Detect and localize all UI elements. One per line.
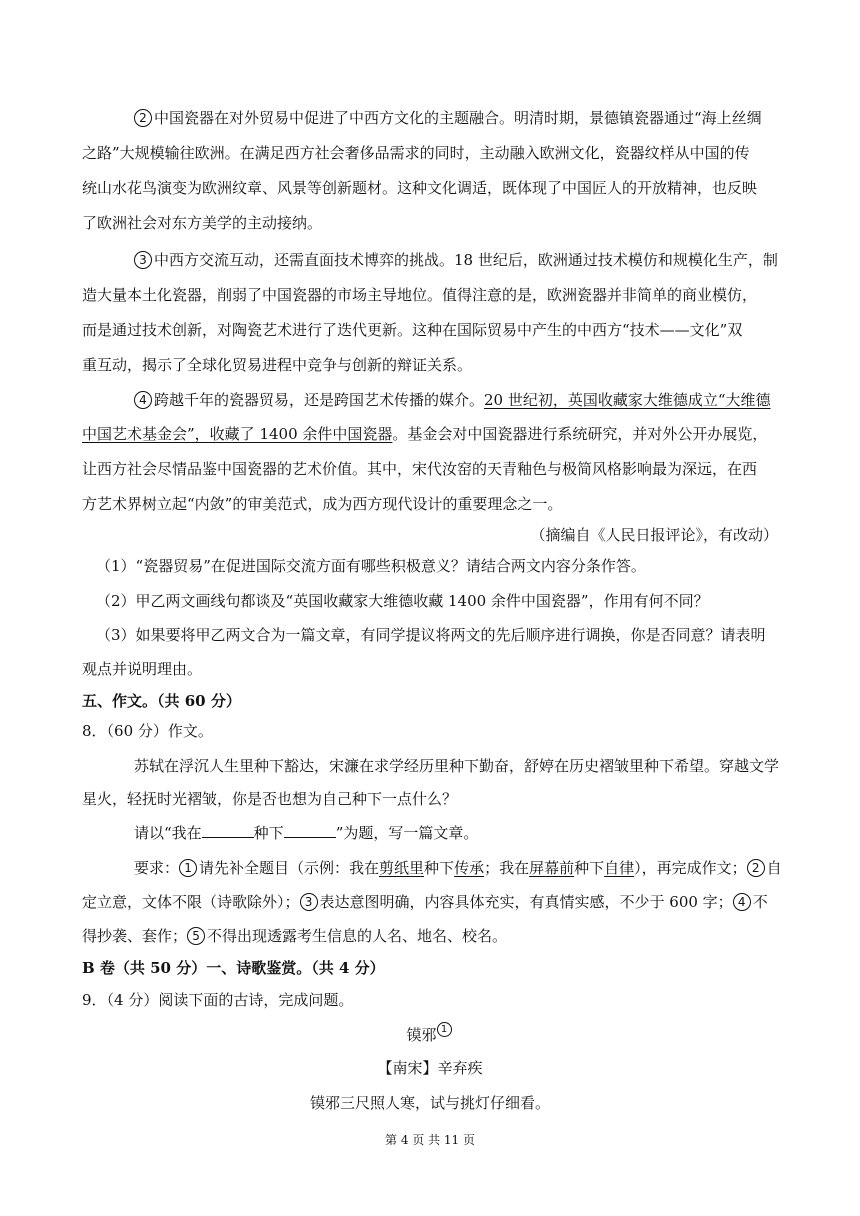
circled-number: 1: [179, 859, 197, 877]
question-8-title: 8．（60 分）作文。: [82, 722, 213, 740]
paragraph-4-line-1: 4 跨越千年的瓷器贸易，还是跨国艺术传播的媒介。20 世纪初，英国收藏家大维德成立“大维德: [134, 390, 771, 410]
paragraph-2-line-4: 了欧洲社会对东方美学的主动接纳。: [82, 214, 323, 232]
paragraph-3-line-2: 造大量本土化瓷器，削弱了中国瓷器的市场主导地位。值得注意的是，欧洲瓷器并非简单的商业模仿，: [82, 286, 758, 304]
poem-author: 【南宋】辛弃疾: [377, 1059, 483, 1077]
source-citation: （摘编自《人民日报评论》，有改动）: [530, 526, 778, 544]
paragraph-3-line-4: 重互动，揭示了全球化贸易进程中竞争与创新的辩证关系。: [82, 356, 473, 374]
circled-number: 3: [134, 251, 152, 269]
poem-title: 镆邪 1: [0, 1022, 860, 1045]
question-9-title: 9．（4 分）阅读下面的古诗，完成问题。: [82, 991, 354, 1009]
requirements-line-2: 定立意，文体不限（诗歌除外）； 3 表达意图明确，内容具体充实，有真情实感，不少于 600 字； 4 不: [82, 893, 768, 911]
poem-line-1: 镆邪三尺照人寒，试与挑灯仔细看。: [309, 1094, 550, 1112]
requirements-line-3: 得抄袭、套作； 5 不得出现透露考生信息的人名、地名、校名。: [82, 927, 508, 945]
essay-prompt-line-1: 苏轼在浮沉人生里种下豁达，宋濂在求学经历里种下勤奋，舒婷在历史褶皱里种下希望。穿越文学: [134, 757, 780, 775]
circled-number: 4: [733, 893, 751, 911]
paragraph-2-line-3: 统山水花鸟演变为欧洲纹章、风景等创新题材。这种文化调适，既体现了中国匠人的开放精神，也反映: [82, 179, 758, 197]
paragraph-4-line-2: 中国艺术基金会”，收藏了 1400 余件中国瓷器。基金会对中国瓷器进行系统研究，并对外公开办展览，: [82, 425, 768, 443]
footnote-marker: 1: [437, 1022, 452, 1037]
circled-number: 5: [187, 927, 205, 945]
essay-prompt-line-2: 星火，轻抚时光褶皱，你是否也想为自己种下一点什么？: [82, 790, 458, 808]
paragraph-4-line-4: 方艺术界树立起“内敛”的审美范式，成为西方现代设计的重要理念之一。: [82, 495, 563, 513]
circled-number: 2: [747, 859, 765, 877]
essay-title-instruction: 请以“我在 种下 ”为题，写一篇文章。: [134, 824, 479, 842]
title-blank-2: [284, 823, 336, 838]
circled-number: 4: [134, 391, 152, 409]
question-3-line-2: 观点并说明理由。: [82, 660, 203, 678]
paragraph-4-line-3: 让西方社会尽情品鉴中国瓷器的艺术价值。其中，宋代汝窑的天青釉色与极简风格影响最为深远，在西: [82, 460, 758, 478]
question-3-line-1: （3）如果要将甲乙两文合为一篇文章，有同学提议将两文的先后顺序进行调换，你是否同意？请表明: [96, 626, 766, 644]
paragraph-2-line-2: 之路”大规模输往欧洲。在满足西方社会奢侈品需求的同时，主动融入欧洲文化，瓷器纹样从中国的传: [82, 144, 750, 162]
requirements-line-1: 要求： 1 请先补全题目（示例：我在剪纸里种下传承；我在屏幕前种下自律），再完成作文； 2 自: [134, 859, 782, 877]
section-5-heading: 五、作文。（共 60 分）: [82, 692, 241, 710]
page-number: 第 4 页 共 11 页: [385, 1133, 475, 1147]
paragraph-3-line-1: 3 中西方交流互动，还需直面技术博弈的挑战。18 世纪后，欧洲通过技术模仿和规模化生产，制: [134, 250, 778, 270]
underlined-sentence: 20 世纪初，英国收藏家大维德成立“大维德: [484, 391, 771, 409]
question-1: （1）“瓷器贸易”在促进国际交流方面有哪些积极意义？请结合两文内容分条作答。: [96, 557, 646, 575]
section-b-heading: B 卷（共 50 分）一、诗歌鉴赏。（共 4 分）: [82, 959, 385, 977]
paragraph-2-line-1: 2 中国瓷器在对外贸易中促进了中西方文化的主题融合。明清时期，景德镇瓷器通过“海上丝绸: [134, 108, 762, 128]
circled-number: 3: [300, 893, 318, 911]
paragraph-3-line-3: 而是通过技术创新，对陶瓷艺术进行了迭代更新。这种在国际贸易中产生的中西方“技术——文化”双: [82, 321, 743, 339]
title-blank-1: [202, 823, 254, 838]
question-2: （2）甲乙两文画线句都谈及“英国收藏家大维德收藏 1400 余件中国瓷器”，作用有何不同？: [96, 592, 709, 610]
underlined-sentence: 中国艺术基金会”，收藏了 1400 余件中国瓷器: [82, 425, 393, 443]
circled-number: 2: [134, 109, 152, 127]
